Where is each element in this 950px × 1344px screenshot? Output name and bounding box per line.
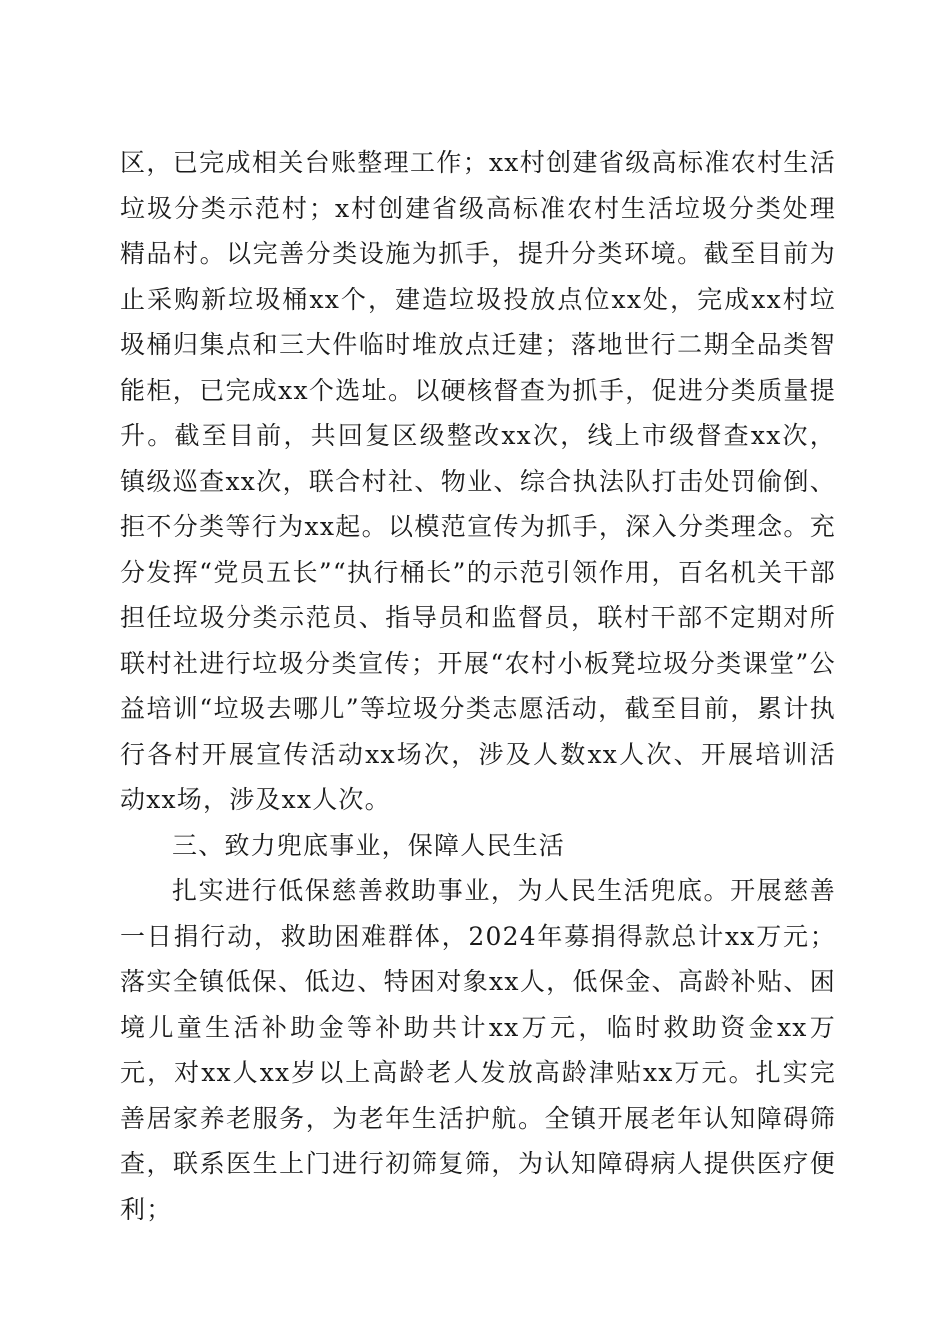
document-body [120, 140, 836, 1232]
paragraph-waste-sorting: 区，已完成相关台账整理工作；xx村创建省级高标准农村生活垃圾分类示范村；x村创建省级高标准农村生活垃圾分类处理精品村。以完善分类设施为抓手，提升分类环境。截至目前为止采购新垃圾桶xx个，建造垃圾投放点位xx处，完成xx村垃圾桶归集点和三大件临时堆放点迁建；落地世行二期全品类智能柜，已完成xx个选址。以硬核督查为抓手，促进分类质量提升。截至目前，共回复区级整改xx次，线上市级督查xx次，镇级巡查xx次，联合村社、物业、综合执法队打击处罚偷倒、拒不分类等行为xx起。以模范宣传为抓手，深入分类理念。充分发挥“党员五长”“执行桶长”的示范引领作用，百名机关干部担任垃圾分类示范员、指导员和监督员，联村干部不定期对所联村社进行垃圾分类宣传；开展“农村小板凳垃圾分类课堂”公益培训“垃圾去哪儿”等垃圾分类志愿活动，截至目前，累计执行各村开展宣传活动xx场次，涉及人数xx人次、开展培训活动xx场，涉及xx人次。 [120, 148, 836, 814]
section-heading: 三、致力兜底事业，保障人民生活 [172, 830, 566, 860]
paragraph-social-assistance: 扎实进行低保慈善救助事业，为人民生活兜底。开展慈善一日捐行动，救助困难群体，2024年募捐得款总计xx万元；落实全镇低保、低边、特困对象xx人，低保金、高龄补贴、困境儿童生活补助金等补助共计xx万元，临时救助资金xx万元，对xx人xx岁以上高龄老人发放高龄津贴xx万元。扎实完善居家养老服务，为老年生活护航。全镇开展老年认知障碍筛查，联系医生上门进行初筛复筛，为认知障碍病人提供医疗便利； [120, 876, 836, 1224]
